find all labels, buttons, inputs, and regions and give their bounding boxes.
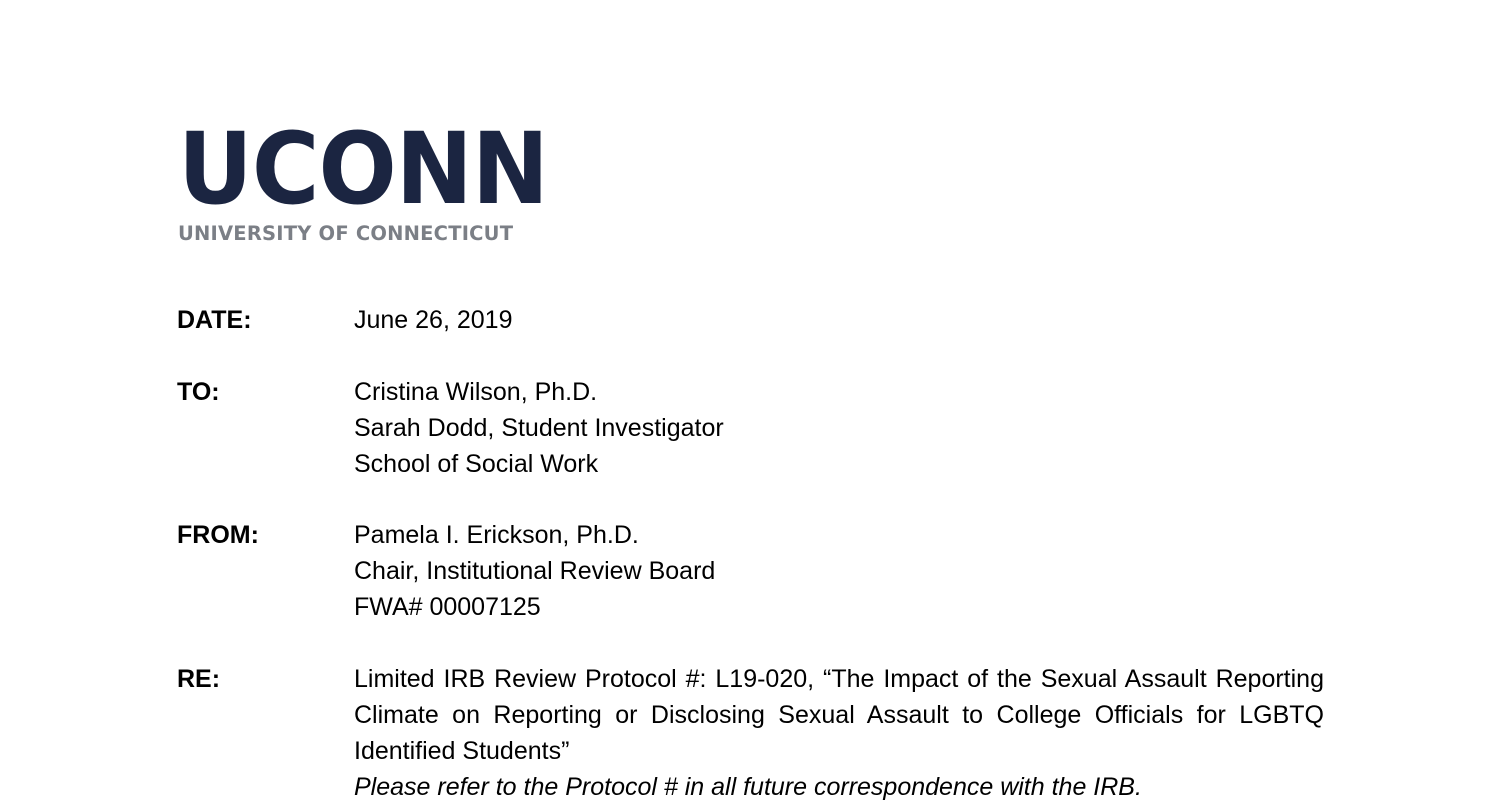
- to-line: Sarah Dodd, Student Investigator: [354, 414, 724, 442]
- date-label: DATE:: [177, 306, 252, 334]
- from-line: FWA# 00007125: [354, 593, 541, 621]
- to-line: School of Social Work: [354, 450, 599, 478]
- from-line: Chair, Institutional Review Board: [354, 557, 716, 585]
- re-note: Please refer to the Protocol # in all future correspondence with the IRB.: [354, 773, 1142, 801]
- re-label: RE:: [177, 665, 221, 693]
- date-value: June 26, 2019: [354, 306, 513, 334]
- to-block: [354, 374, 724, 482]
- re-block: [354, 661, 1324, 805]
- to-line: Cristina Wilson, Ph.D.: [354, 378, 598, 406]
- to-label: TO:: [177, 378, 220, 406]
- re-text: Limited IRB Review Protocol #: L19-020, “The Impact of the Sexual Assault Reporting Climate on Reporting or Disclosing Sexual Assault to College Officials for LGBTQ Identified Students”: [354, 665, 1324, 765]
- logo-wordmark: UCONN: [178, 112, 549, 227]
- uconn-logo: [178, 112, 550, 245]
- from-line: Pamela I. Erickson, Ph.D.: [354, 521, 639, 549]
- from-label: FROM:: [177, 521, 259, 549]
- logo-subtitle: UNIVERSITY OF CONNECTICUT: [178, 222, 514, 245]
- from-block: [354, 517, 715, 625]
